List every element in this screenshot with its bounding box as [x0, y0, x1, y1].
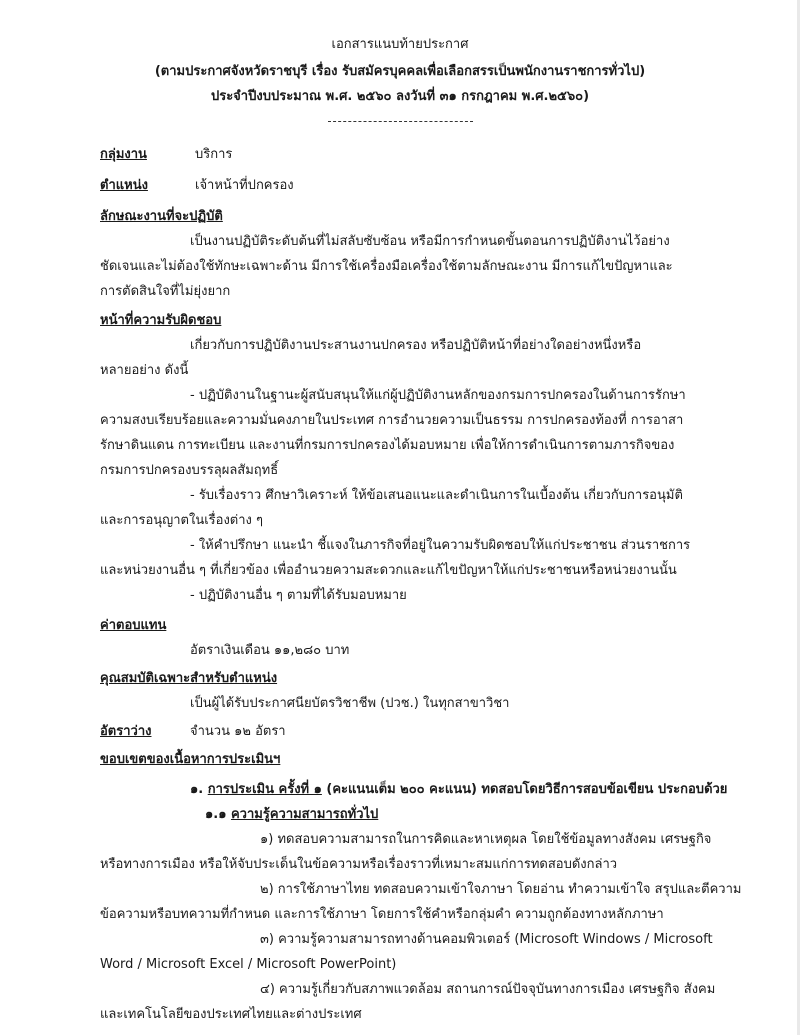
duties-line: และการอนุญาตในเรื่องต่าง ๆ [100, 513, 264, 528]
duties-line: กรมการปกครองบรรลุผลสัมฤทธิ์ [100, 463, 279, 478]
position-value: เจ้าหน้าที่ปกครอง [195, 178, 294, 193]
duties-line: - ปฏิบัติงานอื่น ๆ ตามที่ได้รับมอบหมาย [190, 588, 407, 603]
scope-line: ๔) ความรู้เกี่ยวกับสภาพแวดล้อม สถานการณ์ปัจจุบันทางการเมือง เศรษฐกิจ สังคม [260, 982, 716, 997]
assessment-item-1-detail: (คะแนนเต็ม ๒๐๐ คะแนน) ทดสอบโดยวิธีการสอบข้อเขียน ประกอบด้วย [321, 782, 728, 797]
duties-line: - รับเรื่องราว ศึกษาวิเคราะห์ ให้ข้อเสนอแนะและดำเนินการในเบื้องต้น เกี่ยวกับการอนุมัติ [190, 488, 683, 503]
assessment-item-1-title: การประเมิน ครั้งที่ ๑ [207, 782, 322, 797]
duties-line: รักษาดินแดน การทะเบียน และงานที่กรมการปกครองได้มอบหมาย เพื่อให้การดำเนินการตามภารกิจของ [100, 438, 675, 453]
duties-label: หน้าที่ความรับผิดชอบ [100, 313, 222, 328]
duties-line: หลายอย่าง ดังนี้ [100, 363, 189, 378]
nature-line: ชัดเจนและไม่ต้องใช้ทักษะเฉพาะด้าน มีการใช้เครื่องมือเครื่องใช้ตามลักษณะงาน มีการแก้ไขปัญหาและ [100, 259, 673, 274]
nature-line: เป็นงานปฏิบัติระดับต้นที่ไม่สลับซับซ้อน หรือมีการกำหนดขั้นตอนการปฏิบัติงานไว้อย่าง [190, 234, 670, 249]
qualification-value: เป็นผู้ได้รับประกาศนียบัตรวิชาชีพ (ปวช.) ในทุกสาขาวิชา [190, 696, 510, 711]
vacancy-value: จำนวน ๑๒ อัตรา [190, 724, 286, 739]
doc-title: เอกสารแนบท้ายประกาศ [331, 37, 469, 52]
compensation-label: ค่าตอบแทน [100, 618, 167, 633]
duties-line: และหน่วยงานอื่น ๆ ที่เกี่ยวข้อง เพื่ออำนวยความสะดวกและแก้ไขปัญหาให้แก่ประชาชนหรือหน่วยงานนั้น [100, 563, 677, 578]
sub-item-number: ๑.๑ [205, 807, 231, 822]
duties-line: เกี่ยวกับการปฏิบัติงานประสานงานปกครอง หรือปฏิบัติหน้าที่อย่างใดอย่างหนึ่งหรือ [190, 338, 642, 353]
scope-line: ๒) การใช้ภาษาไทย ทดสอบความเข้าใจภาษา โดยอ่าน ทำความเข้าใจ สรุปและตีความ [260, 882, 742, 897]
vacancy-label: อัตราว่าง [100, 724, 152, 739]
compensation-value: อัตราเงินเดือน ๑๑,๒๘๐ บาท [190, 643, 350, 658]
group-label: กลุ่มงาน [100, 147, 147, 162]
duties-line: ความสงบเรียบร้อยและความมั่นคงภายในประเทศ การอำนวยความเป็นธรรม การปกครองท้องที่ การอาสา [100, 413, 684, 428]
duties-line: - ให้คำปรึกษา แนะนำ ชี้แจงในภารกิจที่อยู่ในความรับผิดชอบให้แก่ประชาชน ส่วนราชการ [190, 538, 691, 553]
duties-line: - ปฏิบัติงานในฐานะผู้สนับสนุนให้แก่ผู้ปฏิบัติงานหลักของกรมการปกครองในด้านการรักษา [190, 388, 686, 403]
scope-line: หรือทางการเมือง หรือให้จับประเด็นในข้อความหรือเรื่องราวที่เหมาะสมแก่การทดสอบดังกล่าว [100, 857, 618, 872]
assessment-item-1 [190, 781, 727, 799]
nature-line: การตัดสินใจที่ไม่ยุ่งยาก [100, 284, 231, 299]
doc-date-line: ประจำปีงบประมาณ พ.ศ. ๒๕๖๐ ลงวันที่ ๓๑ กรกฎาคม พ.ศ.๒๕๖๐) [210, 89, 590, 104]
scope-line: ข้อความหรือบทความที่กำหนด และการใช้ภาษา โดยการใช้คำหรือกลุ่มคำ ความถูกต้องทางหลักภาษา [100, 907, 664, 922]
scope-line: ๓) ความรู้ความสามารถทางด้านคอมพิวเตอร์ (Microsoft Windows / Microsoft [260, 932, 713, 947]
nature-label: ลักษณะงานที่จะปฏิบัติ [100, 209, 223, 224]
scope-label: ขอบเขตของเนื้อหาการประเมินฯ [100, 752, 281, 767]
group-value: บริการ [195, 147, 233, 162]
assessment-item-1-number: ๑. [190, 782, 208, 797]
sub-item-general-knowledge [205, 806, 378, 824]
doc-subtitle: (ตามประกาศจังหวัดราชบุรี เรื่อง รับสมัครบุคคลเพื่อเลือกสรรเป็นพนักงานราชการทั่วไป) [154, 64, 646, 79]
position-label: ตำแหน่ง [100, 178, 148, 193]
sub-item-title: ความรู้ความสามารถทั่วไป [230, 807, 379, 822]
scope-line: Word / Microsoft Excel / Microsoft PowerPoint) [100, 957, 397, 972]
scope-line: ๑) ทดสอบความสามารถในการคิดและหาเหตุผล โดยใช้ข้อมูลทางสังคม เศรษฐกิจ [260, 832, 712, 847]
scope-line: และเทคโนโลยีของประเทศไทยและต่างประเทศ [100, 1007, 362, 1022]
qualification-label: คุณสมบัติเฉพาะสำหรับตำแหน่ง [100, 671, 278, 686]
header-divider [328, 121, 473, 122]
